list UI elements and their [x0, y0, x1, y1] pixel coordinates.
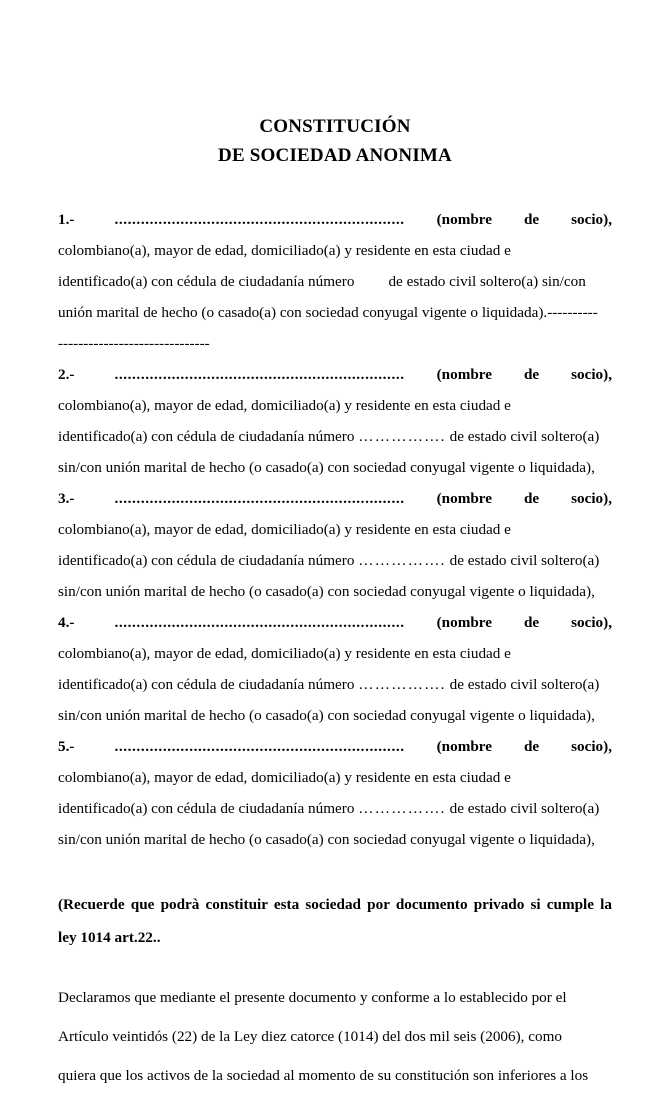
- title-line-1: CONSTITUCIÓN: [259, 116, 411, 137]
- party-line-4: unión marital de hecho (o casado(a) con sociedad conyugal vigente o liquidada).----------: [58, 304, 598, 321]
- party-line-2: colombiano(a), mayor de edad, domiciliado(a) y residente en esta ciudad e: [58, 242, 511, 259]
- party-paragraph: [58, 731, 612, 855]
- party-name-leader: ..................................................................: [114, 738, 405, 755]
- party-line-3: [58, 669, 612, 700]
- party-number: 3.-: [58, 490, 75, 507]
- declaration-line-2: Artículo veintidós (22) de la Ley diez catorce (1014) del dos mil seis (2006), como: [58, 1028, 562, 1045]
- reminder-note: [58, 855, 612, 954]
- party-socio-label: (nombre de socio),: [436, 490, 612, 507]
- title-line-2: DE SOCIEDAD ANONIMA: [218, 145, 452, 166]
- cedula-number-dots: …………….: [358, 676, 446, 693]
- party-number: 5.-: [58, 738, 75, 755]
- party-number: 2.-: [58, 366, 75, 383]
- party-line-3-prefix: identificado(a) con cédula de ciudadanía número: [58, 800, 355, 817]
- party-line-3-suffix: de estado civil soltero(a): [449, 676, 600, 693]
- party-line-3-prefix: identificado(a) con cédula de ciudadanía número: [58, 428, 355, 445]
- cedula-number-dots: …………….: [358, 552, 446, 569]
- declaration-line-3: quiera que los activos de la sociedad al momento de su constitución son inferiores a los: [58, 1067, 589, 1084]
- party-socio-label: (nombre de socio),: [436, 211, 612, 228]
- party-dash-tail: ------------------------------: [58, 335, 210, 352]
- party-line-3: [58, 421, 612, 452]
- party-line-4: sin/con unión marital de hecho (o casado(a) con sociedad conyugal vigente o liquidada),: [58, 583, 595, 600]
- document-body: [58, 0, 612, 1095]
- party-line-4: sin/con unión marital de hecho (o casado(a) con sociedad conyugal vigente o liquidada),: [58, 459, 595, 476]
- party-name-leader: ..................................................................: [114, 211, 405, 228]
- party-number: 4.-: [58, 614, 75, 631]
- party-socio-label: (nombre de socio),: [436, 738, 612, 755]
- party-paragraph: [58, 483, 612, 607]
- party-line-3-suffix: de estado civil soltero(a) sin/con: [388, 273, 586, 290]
- party-line-3-suffix: de estado civil soltero(a): [449, 428, 600, 445]
- party-line-3-suffix: de estado civil soltero(a): [449, 552, 600, 569]
- party-socio-label: (nombre de socio),: [436, 614, 612, 631]
- party-line-4: sin/con unión marital de hecho (o casado(a) con sociedad conyugal vigente o liquidada),: [58, 831, 595, 848]
- party-heading-line: [58, 204, 612, 235]
- party-heading-line: [58, 607, 612, 638]
- party-line-3: [58, 793, 612, 824]
- party-name-leader: ..................................................................: [114, 614, 405, 631]
- party-line-3-prefix: identificado(a) con cédula de ciudadanía número: [58, 273, 355, 290]
- cedula-number-dots: …………….: [358, 800, 446, 817]
- reminder-note-line-2: ley 1014 art.22..: [58, 929, 161, 946]
- party-line-3-prefix: identificado(a) con cédula de ciudadanía número: [58, 676, 355, 693]
- party-line-2: colombiano(a), mayor de edad, domiciliado(a) y residente en esta ciudad e: [58, 769, 511, 786]
- party-line-3: [58, 266, 612, 297]
- reminder-note-line-1: (Recuerde que podrà constituir esta sociedad por documento privado si cumple la: [58, 896, 612, 913]
- party-number: 1.-: [58, 211, 75, 228]
- party-name-leader: ..................................................................: [114, 490, 405, 507]
- party-heading-line: [58, 731, 612, 762]
- party-heading-line: [58, 359, 612, 390]
- party-paragraph: [58, 204, 612, 359]
- party-line-3: [58, 545, 612, 576]
- party-socio-label: (nombre de socio),: [436, 366, 612, 383]
- cedula-number-dots: …………….: [358, 428, 446, 445]
- party-name-leader: ..................................................................: [114, 366, 405, 383]
- party-line-2: colombiano(a), mayor de edad, domiciliado(a) y residente en esta ciudad e: [58, 521, 511, 538]
- declaration-line-1: Declaramos que mediante el presente documento y conforme a lo establecido por el: [58, 989, 567, 1006]
- document-title: [58, 0, 612, 170]
- party-paragraph: [58, 359, 612, 483]
- party-line-2: colombiano(a), mayor de edad, domiciliado(a) y residente en esta ciudad e: [58, 645, 511, 662]
- party-heading-line: [58, 483, 612, 514]
- party-line-4: sin/con unión marital de hecho (o casado(a) con sociedad conyugal vigente o liquidada),: [58, 707, 595, 724]
- party-line-2: colombiano(a), mayor de edad, domiciliado(a) y residente en esta ciudad e: [58, 397, 511, 414]
- declaration-paragraph: [58, 954, 612, 1095]
- party-line-3-suffix: de estado civil soltero(a): [449, 800, 600, 817]
- party-paragraph: [58, 607, 612, 731]
- party-line-3-prefix: identificado(a) con cédula de ciudadanía número: [58, 552, 355, 569]
